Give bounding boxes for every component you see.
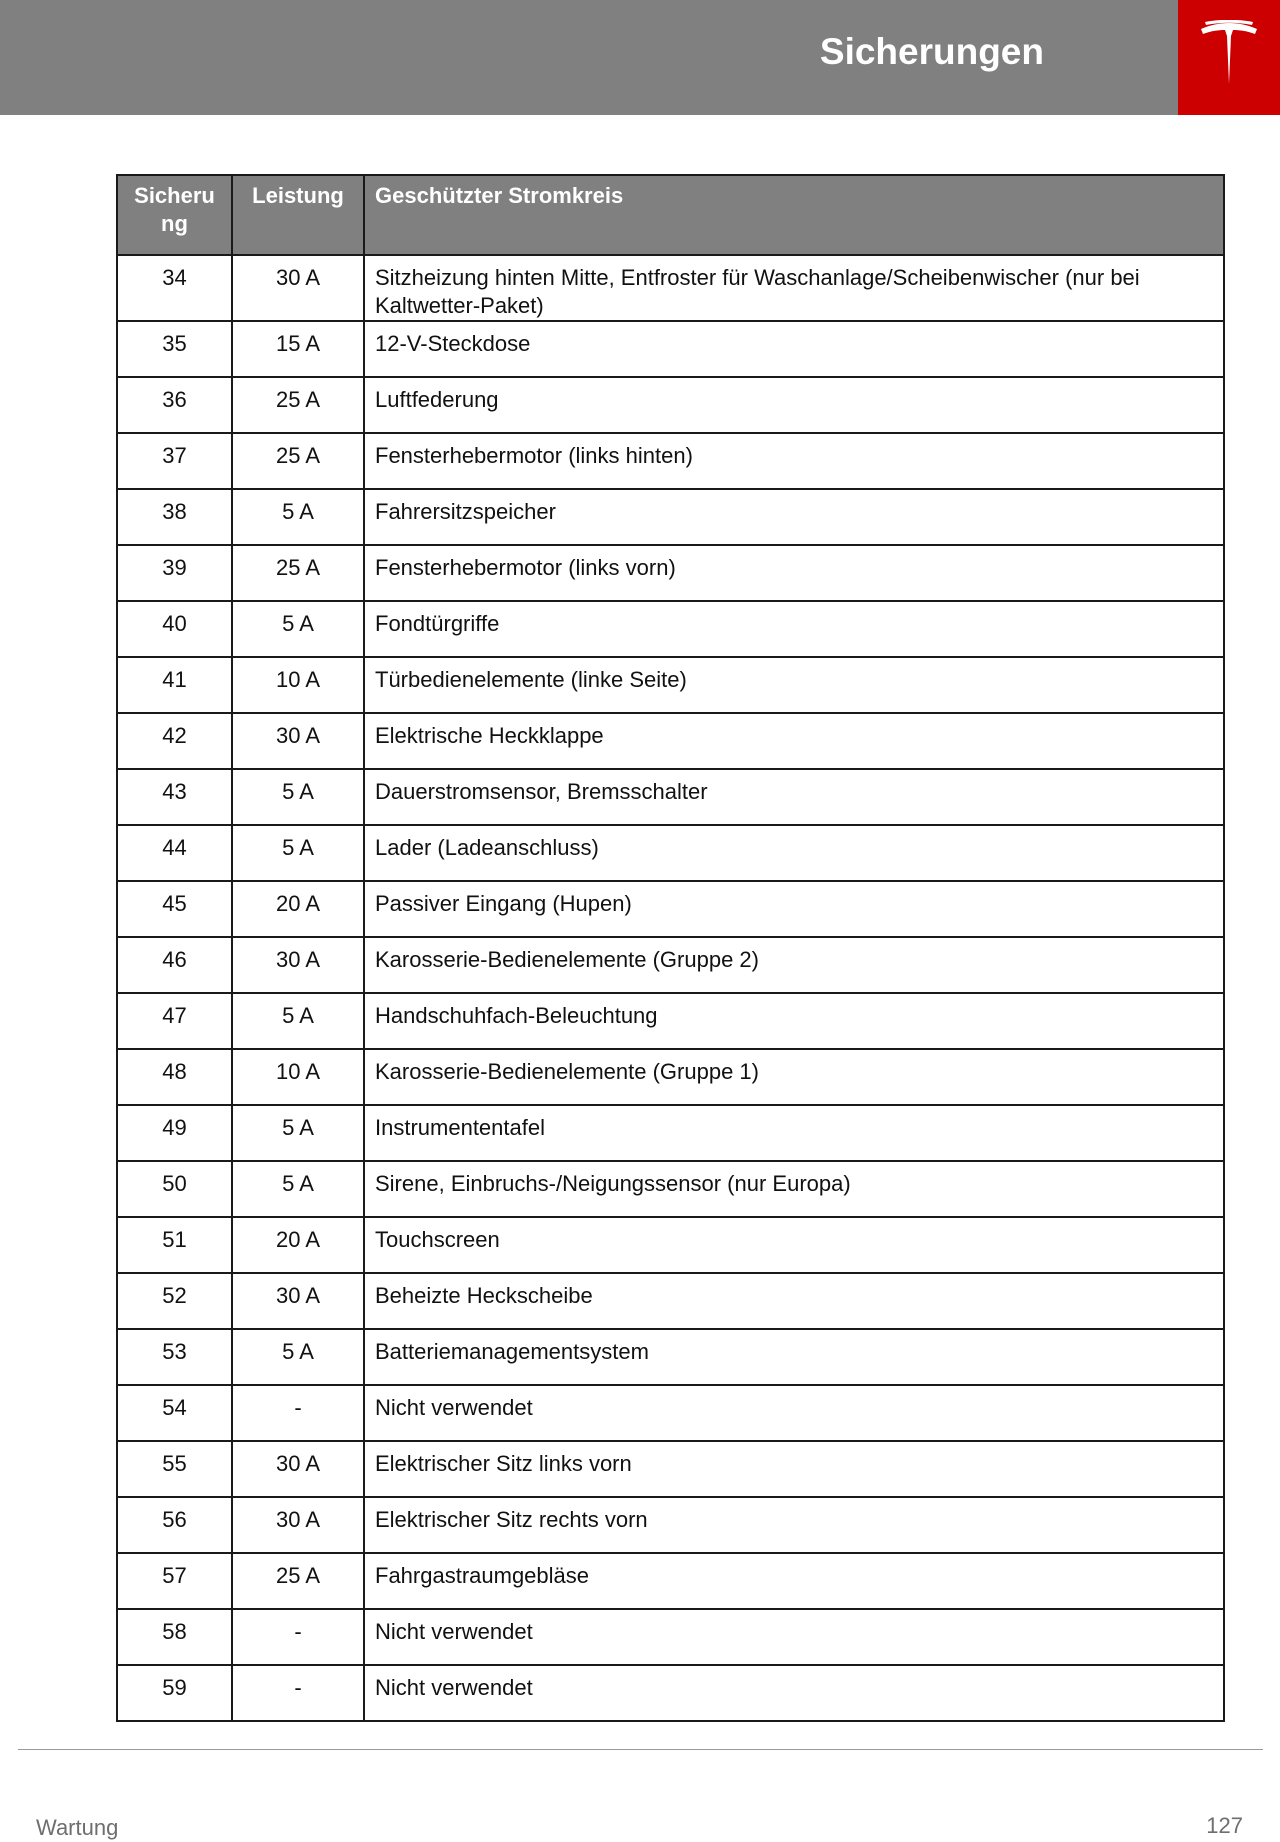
table-row [117,1217,1224,1273]
fuse-rating-cell: - [232,1385,364,1441]
table-header-row [117,175,1224,255]
protected-circuit-cell: Instrumententafel [364,1105,1224,1161]
protected-circuit-cell: Nicht verwendet [364,1665,1224,1721]
fuse-number-cell: 35 [117,321,232,377]
protected-circuit-cell: Passiver Eingang (Hupen) [364,881,1224,937]
fuse-number-cell: 55 [117,1441,232,1497]
protected-circuit-cell: Handschuhfach-Beleuchtung [364,993,1224,1049]
page-number: 127 [1206,1813,1243,1838]
fuse-rating-cell: 30 A [232,255,364,321]
protected-circuit-cell: Karosserie-Bedienelemente (Gruppe 1) [364,1049,1224,1105]
protected-circuit-cell: Beheizte Heckscheibe [364,1273,1224,1329]
table-row [117,601,1224,657]
fuse-rating-cell: 5 A [232,1329,364,1385]
fuse-number-cell: 44 [117,825,232,881]
protected-circuit-cell: Türbedienelemente (linke Seite) [364,657,1224,713]
fuse-rating-cell: 30 A [232,937,364,993]
fuse-rating-cell: 25 A [232,1553,364,1609]
fuse-rating-cell: 30 A [232,1441,364,1497]
table-row [117,769,1224,825]
table-row [117,1553,1224,1609]
table-row [117,1105,1224,1161]
table-body [117,255,1224,1721]
footer-divider [18,1749,1263,1750]
fuse-number-cell: 43 [117,769,232,825]
table-row [117,713,1224,769]
tesla-logo-icon [1199,20,1259,86]
column-header-rating: Leistung [232,175,364,255]
fuse-number-cell: 54 [117,1385,232,1441]
fuse-number-cell: 34 [117,255,232,321]
protected-circuit-cell: Sirene, Einbruchs-/Neigungssensor (nur Europa) [364,1161,1224,1217]
fuse-rating-cell: 10 A [232,657,364,713]
fuse-number-cell: 40 [117,601,232,657]
page-title: Sicherungen [819,31,1044,72]
protected-circuit-cell: Nicht verwendet [364,1609,1224,1665]
fuse-table [116,174,1225,1722]
fuse-number-cell: 49 [117,1105,232,1161]
fuse-number-cell: 41 [117,657,232,713]
fuse-rating-cell: - [232,1665,364,1721]
fuse-number-cell: 37 [117,433,232,489]
fuse-number-cell: 36 [117,377,232,433]
protected-circuit-cell: Fondtürgriffe [364,601,1224,657]
protected-circuit-cell: Luftfederung [364,377,1224,433]
table-row [117,881,1224,937]
fuse-rating-cell: 5 A [232,993,364,1049]
fuse-number-cell: 46 [117,937,232,993]
protected-circuit-cell: Fensterhebermotor (links vorn) [364,545,1224,601]
protected-circuit-cell: Elektrische Heckklappe [364,713,1224,769]
fuse-number-cell: 53 [117,1329,232,1385]
fuse-rating-cell: 5 A [232,489,364,545]
fuse-number-cell: 56 [117,1497,232,1553]
fuse-rating-cell: 20 A [232,881,364,937]
fuse-rating-cell: 25 A [232,433,364,489]
protected-circuit-cell: Touchscreen [364,1217,1224,1273]
table-row [117,1665,1224,1721]
fuse-rating-cell: 15 A [232,321,364,377]
fuse-number-cell: 38 [117,489,232,545]
fuse-number-cell: 50 [117,1161,232,1217]
protected-circuit-cell: Sitzheizung hinten Mitte, Entfroster für Waschanlage/Scheibenwischer (nur bei Kaltwetter-Paket) [364,255,1224,321]
fuse-number-cell: 59 [117,1665,232,1721]
protected-circuit-cell: Karosserie-Bedienelemente (Gruppe 2) [364,937,1224,993]
fuse-number-cell: 58 [117,1609,232,1665]
protected-circuit-cell: Elektrischer Sitz links vorn [364,1441,1224,1497]
fuse-rating-cell: 30 A [232,713,364,769]
fuse-number-cell: 57 [117,1553,232,1609]
logo-box [1178,0,1280,115]
fuse-number-cell: 45 [117,881,232,937]
table-row [117,1273,1224,1329]
fuse-rating-cell: 20 A [232,1217,364,1273]
fuse-number-cell: 52 [117,1273,232,1329]
protected-circuit-cell: 12-V-Steckdose [364,321,1224,377]
table-row [117,433,1224,489]
header-bar [0,0,1178,115]
table-row [117,1497,1224,1553]
fuse-rating-cell: 25 A [232,377,364,433]
protected-circuit-cell: Fahrersitzspeicher [364,489,1224,545]
fuse-number-cell: 39 [117,545,232,601]
table-row [117,937,1224,993]
fuse-rating-cell: 25 A [232,545,364,601]
protected-circuit-cell: Dauerstromsensor, Bremsschalter [364,769,1224,825]
table-row [117,377,1224,433]
fuse-rating-cell: 30 A [232,1273,364,1329]
table-row [117,1161,1224,1217]
fuse-rating-cell: 5 A [232,769,364,825]
table-row [117,1441,1224,1497]
fuse-number-cell: 47 [117,993,232,1049]
fuse-rating-cell: 5 A [232,825,364,881]
footer-section-label: Wartung [36,1815,119,1840]
table-row [117,489,1224,545]
protected-circuit-cell: Nicht verwendet [364,1385,1224,1441]
table-row [117,1049,1224,1105]
table-row [117,1609,1224,1665]
table-row [117,545,1224,601]
fuse-number-cell: 42 [117,713,232,769]
table-row [117,657,1224,713]
fuse-rating-cell: 30 A [232,1497,364,1553]
fuse-rating-cell: 10 A [232,1049,364,1105]
fuse-number-cell: 48 [117,1049,232,1105]
table-row [117,993,1224,1049]
column-header-circuit: Geschützter Stromkreis [364,175,1224,255]
protected-circuit-cell: Batteriemanagementsystem [364,1329,1224,1385]
table-row [117,1329,1224,1385]
protected-circuit-cell: Fensterhebermotor (links hinten) [364,433,1224,489]
column-header-fuse: Sicheru ng [117,175,232,255]
fuse-number-cell: 51 [117,1217,232,1273]
fuse-rating-cell: 5 A [232,1105,364,1161]
fuse-rating-cell: - [232,1609,364,1665]
table-row [117,321,1224,377]
protected-circuit-cell: Lader (Ladeanschluss) [364,825,1224,881]
table-row [117,255,1224,321]
fuse-rating-cell: 5 A [232,1161,364,1217]
table-row [117,825,1224,881]
table-row [117,1385,1224,1441]
fuse-rating-cell: 5 A [232,601,364,657]
protected-circuit-cell: Fahrgastraumgebläse [364,1553,1224,1609]
protected-circuit-cell: Elektrischer Sitz rechts vorn [364,1497,1224,1553]
